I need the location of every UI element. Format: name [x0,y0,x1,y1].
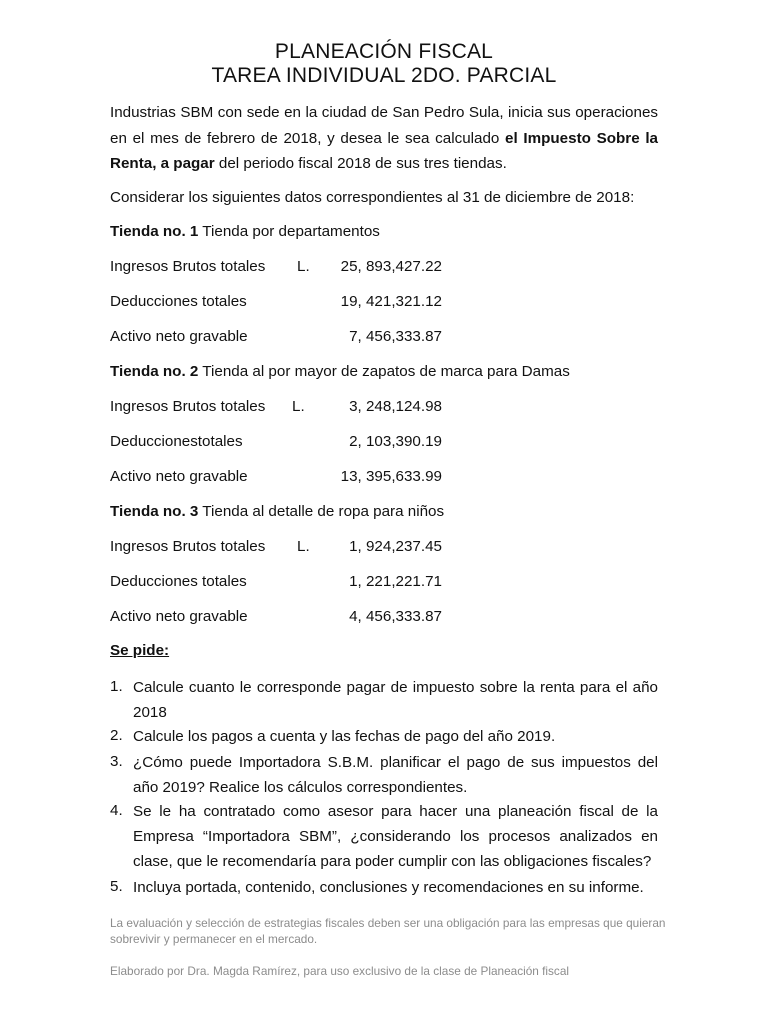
store-1-currency: L. [297,258,310,275]
store-1-row-amount: 7, 456,333.87 [349,328,442,345]
store-3-heading [110,503,444,520]
question-text: ¿Cómo puede Importadora S.B.M. planificar el pago de sus impuestos del año 2019? Realice los cálculos correspondientes. [133,754,658,796]
store-3-row-label: Activo neto gravable [110,608,248,625]
store-2-row-amount: 3, 248,124.98 [349,398,442,415]
store-3-row-amount: 4, 456,333.87 [349,608,442,625]
store-3-row-label: Ingresos Brutos totales [110,538,266,555]
question-text: Calcule los pagos a cuenta y las fechas de pago del año 2019. [133,728,556,745]
intro-paragraph [110,100,658,177]
store-3-row-amount: 1, 924,237.45 [349,538,442,555]
store-1-name: Tienda no. 1 [110,223,199,240]
store-1-row-label: Ingresos Brutos totales [110,258,266,275]
store-3-row-label: Deducciones totales [110,573,247,590]
consider-line: Considerar los siguientes datos correspondientes al 31 de diciembre de 2018: [110,189,635,206]
store-1-desc: Tienda por departamentos [198,223,380,240]
store-2-row-label: Activo neto gravable [110,468,248,485]
document-title: PLANEACIÓN FISCAL [274,40,494,63]
store-2-currency: L. [292,398,305,415]
store-2-row-amount: 2, 103,390.19 [349,433,442,450]
store-1-row-amount: 19, 421,321.12 [340,293,442,310]
question-number: 2. [110,727,123,744]
store-2-desc: Tienda al por mayor de zapatos de marca para Damas [198,363,570,380]
se-pide-heading: Se pide: [110,642,170,659]
store-1-row-label: Activo neto gravable [110,328,248,345]
store-2-row-label: Deduccionestotales [110,433,243,450]
intro-bold-text: el Impuesto Sobre la Renta, a pagar [110,129,658,172]
store-3-currency: L. [297,538,310,555]
store-2-heading [110,363,570,380]
document-subtitle: TAREA INDIVIDUAL 2DO. PARCIAL [211,64,557,87]
store-3-desc: Tienda al detalle de ropa para niños [198,503,445,520]
store-3-row-amount: 1, 221,221.71 [349,573,442,590]
store-2-row-label: Ingresos Brutos totales [110,398,266,415]
question-text: Se le ha contratado como asesor para hacer una planeación fiscal de la Empresa “Importadora SBM”, ¿considerando los procesos analizados en clase, que le recomendaría para poder cumplir con las obligaciones fiscales? [133,803,658,870]
store-2-row-amount: 13, 395,633.99 [340,468,442,485]
store-1-row-label: Deducciones totales [110,293,247,310]
question-text: Calcule cuanto le corresponde pagar de impuesto sobre la renta para el año 2018 [133,679,658,721]
store-1-heading [110,223,380,240]
question-number: 4. [110,802,123,819]
footer-note: La evaluación y selección de estrategias fiscales deben ser una obligación para las empresas que quieran sobrevivir y permanecer en el mercado. [110,916,666,946]
intro-text-2: del periodo fiscal 2018 de sus tres tiendas. [214,155,507,172]
question-number: 5. [110,878,123,895]
store-2-name: Tienda no. 2 [110,363,199,380]
question-number: 3. [110,753,123,770]
footer-credit: Elaborado por Dra. Magda Ramírez, para uso exclusivo de la clase de Planeación fiscal [110,964,570,978]
question-number: 1. [110,678,123,695]
intro-text-1: Industrias SBM con sede en la ciudad de San Pedro Sula, inicia sus operaciones en el mes de febrero de 2018, y desea le sea calculado [110,104,658,147]
question-text: Incluya portada, contenido, conclusiones y recomendaciones en su informe. [133,879,644,896]
store-3-name: Tienda no. 3 [110,503,199,520]
store-1-row-amount: 25, 893,427.22 [340,258,442,275]
